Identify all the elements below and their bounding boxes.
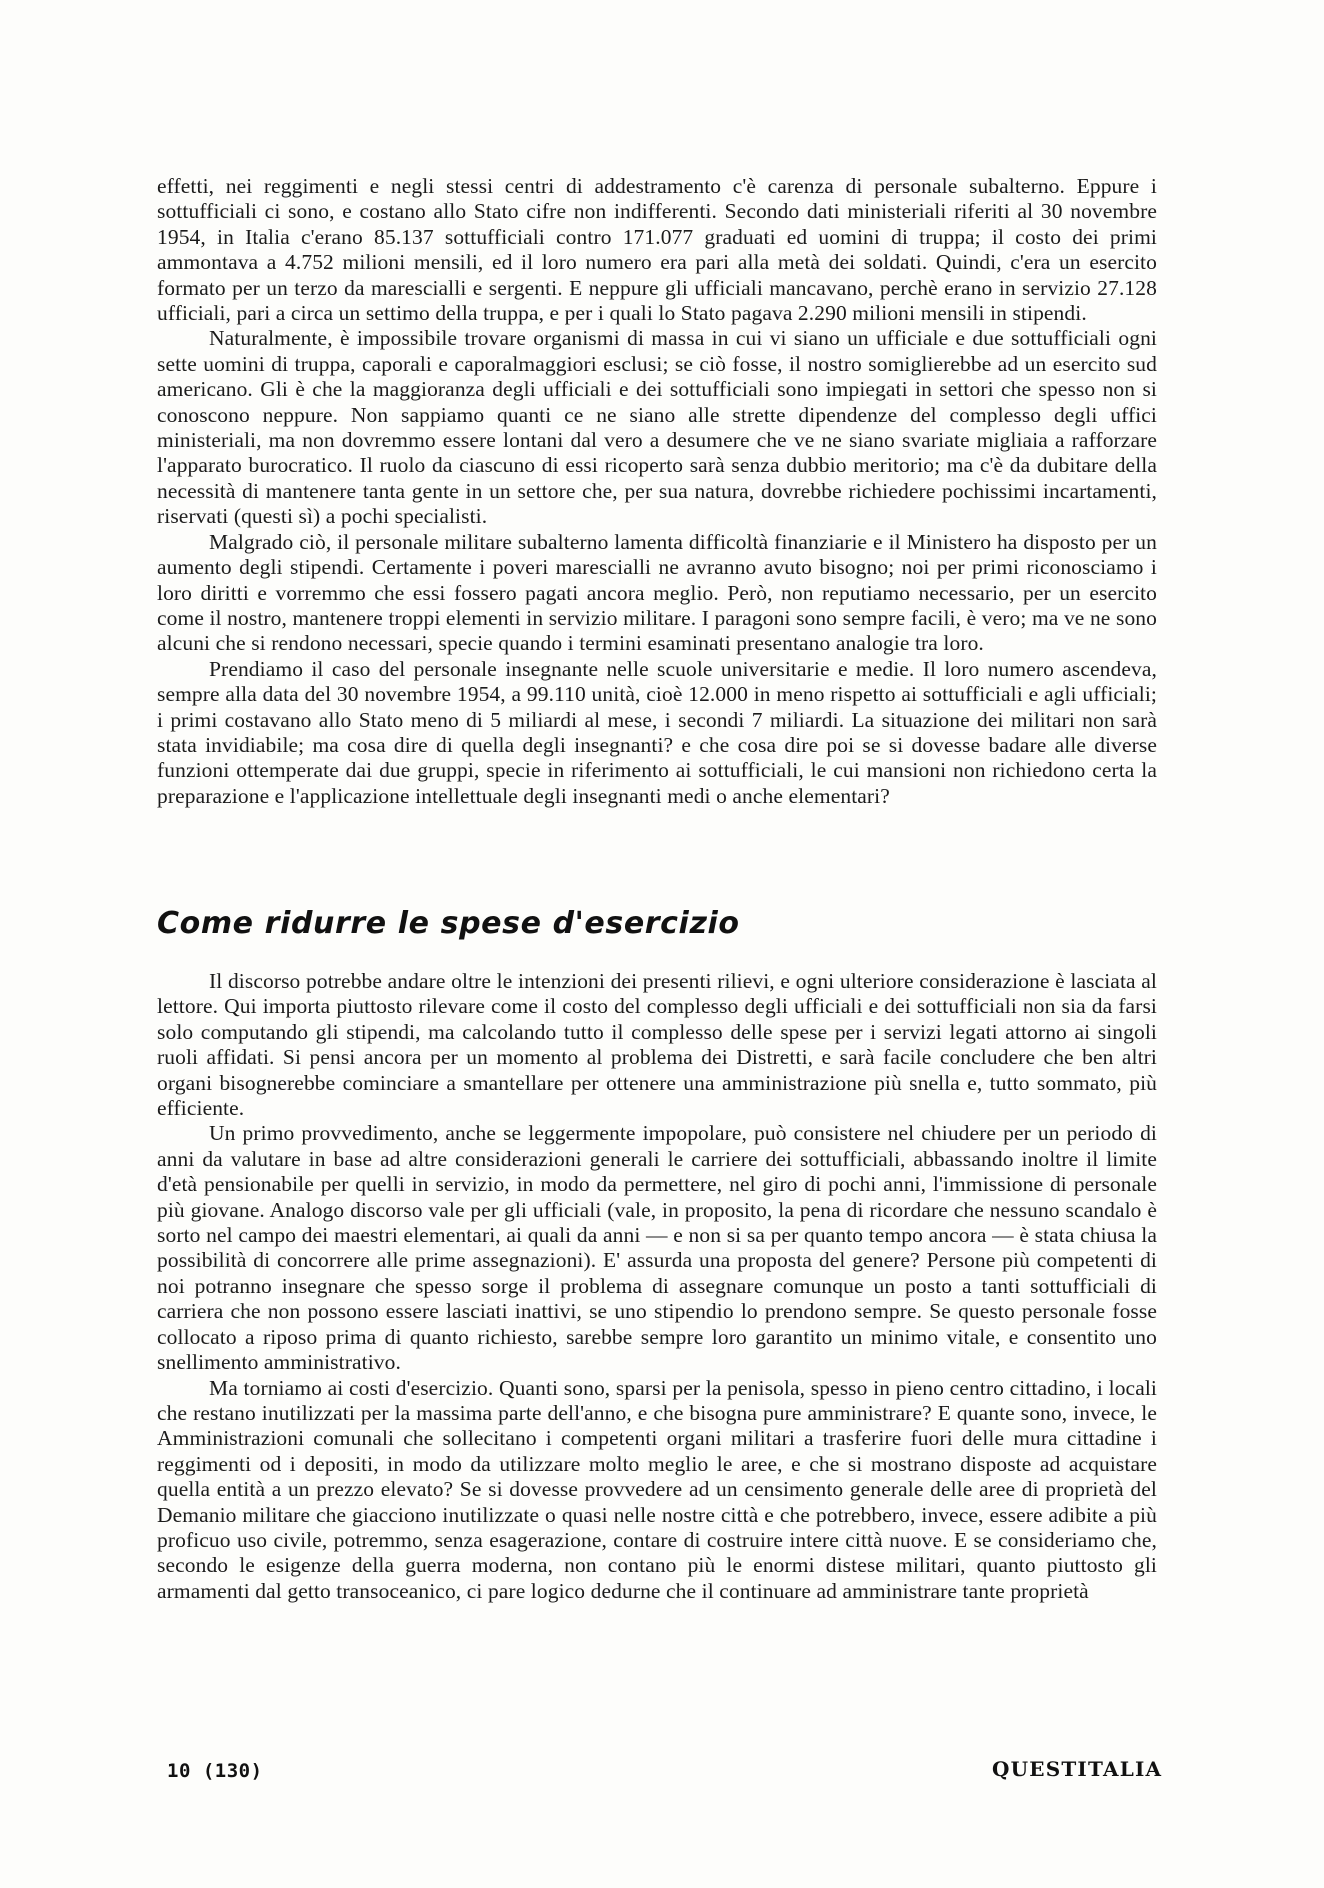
paragraph: Ma torniamo ai costi d'esercizio. Quanti sono, sparsi per la penisola, spesso in pieno centro cittadino, i locali che restano inutilizzati per la massima parte dell'anno, e che bisogna pure amministrare? E quante sono, invece, le Amministrazioni comunali che sollecitano i competenti organi militari a trasferire fuori delle mura cittadine i reggimenti od i depositi, in modo da utilizzare molto meglio le aree, e che si mostrano disposte ad acquistare quella entità a un prezzo elevato? Se si dovesse provvedere ad un censimento generale delle aree di proprietà del Demanio militare che giacciono inutilizzate o quasi nelle nostre città e che potrebbero, invece, essere adibite a più proficuo uso civile, potremmo, senza esagerazione, contare di costruire intere città nuove. E se consideriamo che, secondo le esigenze della guerra moderna, non contano più le enormi distese militari, quanto piuttosto gli armamenti dal getto transoceanico, ci pare logico dedurne che il continuare ad amministrare tante proprietà (157, 1375, 1157, 1603)
page-number: 10 (130) (167, 1760, 263, 1782)
journal-name: QUESTITALIA (992, 1757, 1163, 1781)
paragraph: Malgrado ciò, il personale militare subalterno lamenta difficoltà finanziarie e il Ministero ha disposto per un aumento degli stipendi. Certamente i poveri marescialli ne avranno avuto bisogno; noi per primi riconosciamo i loro diritti e vorremmo che essi fossero pagati ancora meglio. Però, non reputiamo necessario, per un esercito come il nostro, mantenere troppi elementi in servizio militare. I paragoni sono sempre facili, è vero; ma ve ne sono alcuni che si rendono necessari, specie quando i termini esaminati presentano analogie tra loro. (157, 529, 1157, 656)
paragraph: effetti, nei reggimenti e negli stessi centri di addestramento c'è carenza di personale subalterno. Eppure i sottufficiali ci sono, e costano allo Stato cifre non indifferenti. Secondo dati ministeriali riferiti al 30 novembre 1954, in Italia c'erano 85.137 sottufficiali contro 171.077 graduati ed uomini di truppa; il costo dei primi ammontava a 4.752 milioni mensili, ed il loro numero era pari alla metà dei soldati. Quindi, c'era un esercito formato per un terzo da marescialli e sergenti. E neppure gli ufficiali mancavano, perchè erano in servizio 27.128 ufficiali, pari a circa un settimo della truppa, e per i quali lo Stato pagava 2.290 milioni mensili in stipendi. (157, 174, 1157, 326)
paragraph: Naturalmente, è impossibile trovare organismi di massa in cui vi siano un ufficiale e due sottufficiali ogni sette uomini di truppa, caporali e caporalmaggiori esclusi; se ciò fosse, il nostro somiglierebbe ad un esercito sud americano. Gli è che la maggioranza degli ufficiali e dei sottufficiali sono impiegati in settori che spesso non si conoscono neppure. Non sappiamo quanti ce ne siano alle strette dipendenze del complesso degli uffici ministeriali, ma non dovremmo essere lontani dal vero a desumere che ve ne siano svariate migliaia a rafforzare l'apparato burocratico. Il ruolo da ciascuno di essi ricoperto sarà senza dubbio meritorio; ma c'è da dubitare della necessità di mantenere tanta gente in un settore che, per sua natura, dovrebbe richiedere pochissimi incartamenti, riservati (questi sì) a pochi specialisti. (157, 326, 1157, 529)
section-2-body (157, 969, 1157, 1604)
paragraph: Un primo provvedimento, anche se leggermente impopolare, può consistere nel chiudere per un periodo di anni da valutare in base ad altre considerazioni generali le carriere dei sottufficiali, abbassando inoltre il limite d'età pensionabile per quelli in servizio, in modo da permettere, nel giro di pochi anni, l'immissione di personale più giovane. Analogo discorso vale per gli ufficiali (vale, in proposito, la pena di ricordare che nessuno scandalo è sorto nel campo dei maestri elementari, ai quali da anni — e non si sa per quanto tempo ancora — è stata chiusa la possibilità di concorrere alle prime assegnazioni). E' assurda una proposta del genere? Persone più competenti di noi potranno insegnare che spesso sorge il problema di assegnare comunque un posto a tanti sottufficiali di carriera che non possono essere lasciati inattivi, se uno stipendio lo prendono sempre. Se questo personale fosse collocato a riposo prima di quanto richiesto, sarebbe sempre loro garantito un minimo vitale, e consentito uno snellimento amministrativo. (157, 1121, 1157, 1375)
section-heading: Come ridurre le spese d'esercizio (157, 906, 740, 941)
paragraph: Prendiamo il caso del personale insegnante nelle scuole universitarie e medie. Il loro numero ascendeva, sempre alla data del 30 novembre 1954, a 99.110 unità, cioè 12.000 in meno rispetto ai sottufficiali e agli ufficiali; i primi costavano allo Stato meno di 5 miliardi al mese, i secondi 7 miliardi. La situazione dei militari non sarà stata invidiabile; ma cosa dire di quella degli insegnanti? e che cosa dire poi se si dovesse badare alle diverse funzioni ottemperate dai due gruppi, specie in riferimento ai sottufficiali, le cui mansioni non richiedono certa la preparazione e l'applicazione intellettuale degli insegnanti medi o anche elementari? (157, 656, 1157, 808)
paragraph: Il discorso potrebbe andare oltre le intenzioni dei presenti rilievi, e ogni ulteriore considerazione è lasciata al lettore. Qui importa piuttosto rilevare come il costo del complesso degli ufficiali e dei sottufficiali non sia da farsi solo computando gli stipendi, ma calcolando tutto il complesso delle spese per i servizi legati attorno ai singoli ruoli affidati. Si pensi ancora per un momento al problema dei Distretti, e sarà facile concludere che ben altri organi bisognerebbe cominciare a smantellare per ottenere una amministrazione più snella e, tutto sommato, più efficiente. (157, 969, 1157, 1121)
section-1-body (157, 174, 1157, 809)
